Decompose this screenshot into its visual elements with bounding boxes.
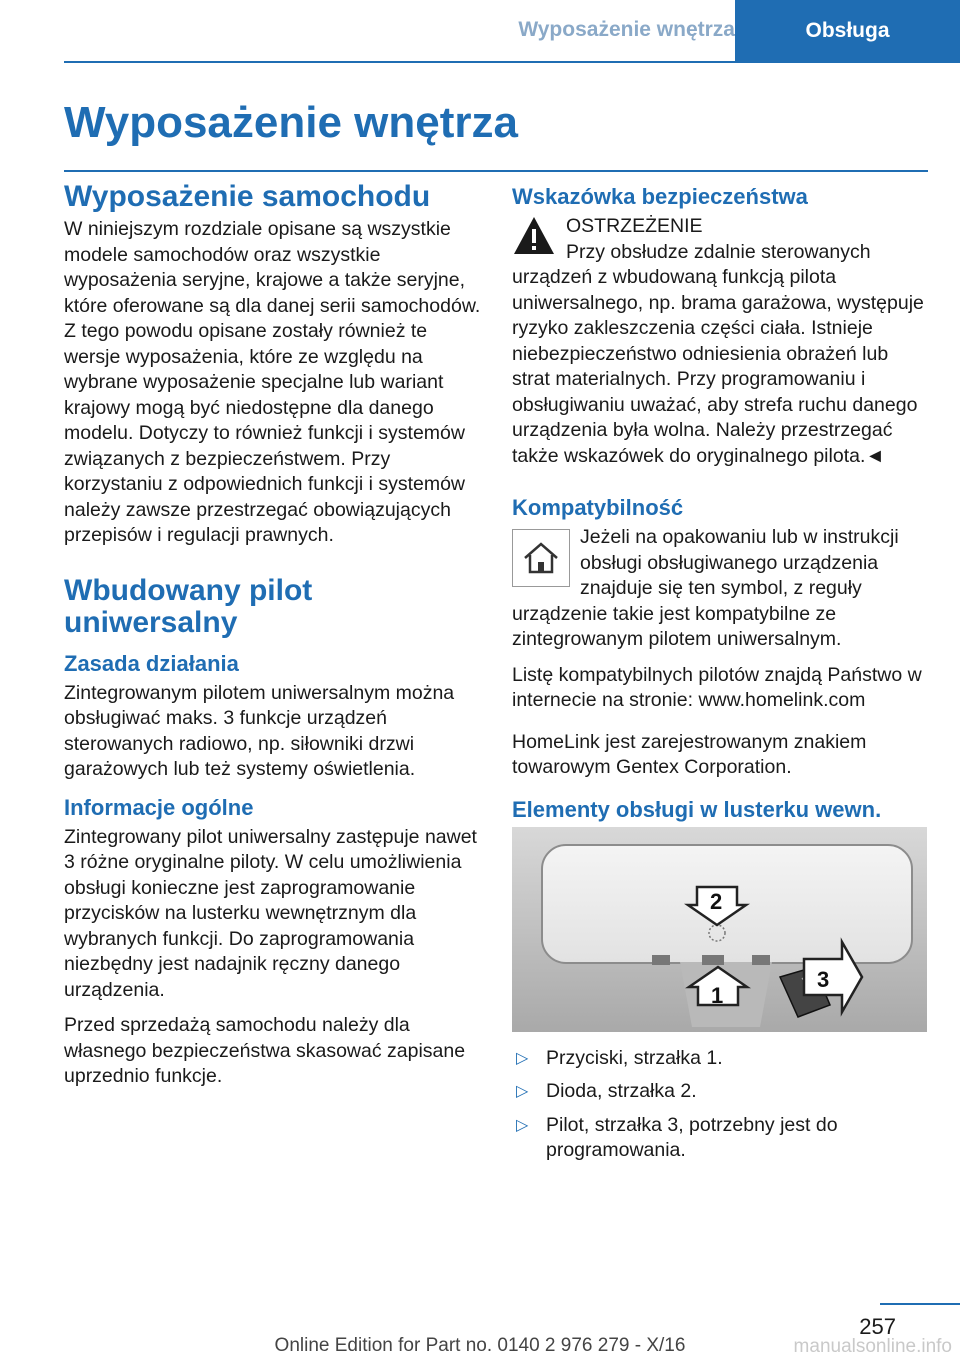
bullet-triangle-icon: ▷ bbox=[516, 1116, 529, 1134]
warning-block bbox=[512, 214, 927, 479]
list-item: ▷ Pilot, strzałka 3, potrzebny jest do programowania. bbox=[516, 1113, 838, 1161]
paragraph-general-2: Przed sprzedażą samochodu należy dla własnego bezpieczeństwa skasować zapisane uprzednio funkcje. bbox=[64, 1014, 466, 1087]
paragraph-compat-1: Jeżeli na opakowaniu lub w instrukcji obsługi obsługiwanego urządzenia znajduje się ten symbol, z reguły urządzenie takie jest kompatybilne ze zintegrowanym pilotem uniwersalnym. bbox=[512, 526, 899, 650]
heading-safety-note: Wskazówka bezpieczeństwa bbox=[512, 184, 808, 209]
list-item: ▷ Dioda, strzałka 2. bbox=[512, 1079, 927, 1105]
watermark: manualsonline.info bbox=[793, 1336, 952, 1357]
arrow-label-2: 2 bbox=[710, 888, 723, 914]
heading-compatibility: Kompatybilność bbox=[512, 495, 684, 520]
arrow-label-3: 3 bbox=[817, 966, 830, 992]
paragraph-equipment: W niniejszym rozdziale opisane są wszystkie modele samochodów oraz wszystkie wyposażenia seryjne, krajowe a także seryjne, które oferowane są dla danej serii samochodów. Z tego powodu opisane zostały również te wersje wyposażenia, które ze względu na wybrane wyposażenie specjalne lub wariant krajowy mogą być niedostępne dla danego modelu. Dotyczy to również funkcji i systemów związanych z bezpieczeństwem. Przy korzystaniu z odpowiednich funkcji i systemów należy zawsze przestrzegać obowiązujących przepisów i regulacji prawnych. bbox=[64, 218, 481, 546]
paragraph-principle: Zintegrowanym pilotem uniwersalnym można obsługiwać maks. 3 funkcje urządzeń sterowanych radiowo, np. siłowniki drzwi garażowych lub też systemy oświetlenia. bbox=[64, 681, 455, 780]
title-rule bbox=[64, 170, 928, 172]
heading-equipment: Wyposażenie samochodu bbox=[64, 180, 431, 213]
arrow-label-1: 1 bbox=[711, 982, 724, 1008]
page-header bbox=[0, 0, 960, 62]
left-column bbox=[64, 180, 482, 1100]
mirror-controls-image bbox=[512, 827, 927, 1032]
compat-block bbox=[512, 525, 927, 663]
heading-principle: Zasada działania bbox=[64, 650, 239, 676]
paragraph-compat-3: HomeLink jest zarejestrowanym znakiem towarowym Gentex Corporation. bbox=[512, 730, 867, 778]
warning-label: OSTRZEŻENIE bbox=[566, 215, 703, 237]
right-column bbox=[512, 180, 927, 1172]
warning-icon bbox=[512, 214, 556, 263]
section-tab[interactable]: Wyposażenie wnętrza bbox=[518, 18, 735, 41]
warning-text: Przy obsłudze zdalnie sterowanych urządzeń z wbudowaną funkcją pilota uniwersalnego, np. brama garażowa, występuje ryzyko zakleszczenia części ciała. Istnieje niebezpieczeństwo odniesienia obrażeń lub strat materialnych. Przy programowaniu i obsługiwaniu uważać, aby strefa ruchu danego urządzenia była wolna. Należy przestrzegać także wskazówek do oryginalnego pilota.◄ bbox=[512, 240, 924, 467]
edition-note: Online Edition for Part no. 0140 2 976 279 - X/16 bbox=[274, 1335, 686, 1356]
active-tab[interactable]: Obsługa bbox=[735, 0, 960, 62]
paragraph-compat-2: Listę kompatybilnych pilotów znajdą Państwo w internecie na stronie: www.homelink.com bbox=[512, 663, 922, 711]
heading-universal-remote: Wbudowany pilot uniwersalny bbox=[64, 573, 313, 639]
paragraph-general-1: Zintegrowany pilot uniwersalny zastępuje nawet 3 różne oryginalne piloty. W celu umożliwienia obsługi konieczne jest zaprogramowanie przycisków na lusterku wewnętrznym dla wybranych funkcji. Do zaprogramowania niezbędny jest nadajnik ręczny danego urządzenia. bbox=[64, 825, 477, 1001]
bullet-triangle-icon: ▷ bbox=[516, 1083, 529, 1100]
page-number: 257 bbox=[859, 1314, 896, 1339]
footer-rule bbox=[880, 1303, 960, 1305]
garage-home-icon bbox=[512, 525, 570, 592]
header-rule bbox=[64, 61, 960, 63]
page-title: Wyposażenie wnętrza bbox=[64, 98, 518, 147]
heading-general-info: Informacje ogólne bbox=[64, 794, 254, 820]
bullet-triangle-icon: ▷ bbox=[516, 1049, 529, 1067]
heading-mirror-controls: Elementy obsługi w lusterku wewn. bbox=[512, 796, 882, 822]
list-item: ▷ Przyciski, strzałka 1. bbox=[512, 1046, 927, 1072]
controls-list bbox=[512, 1046, 927, 1164]
